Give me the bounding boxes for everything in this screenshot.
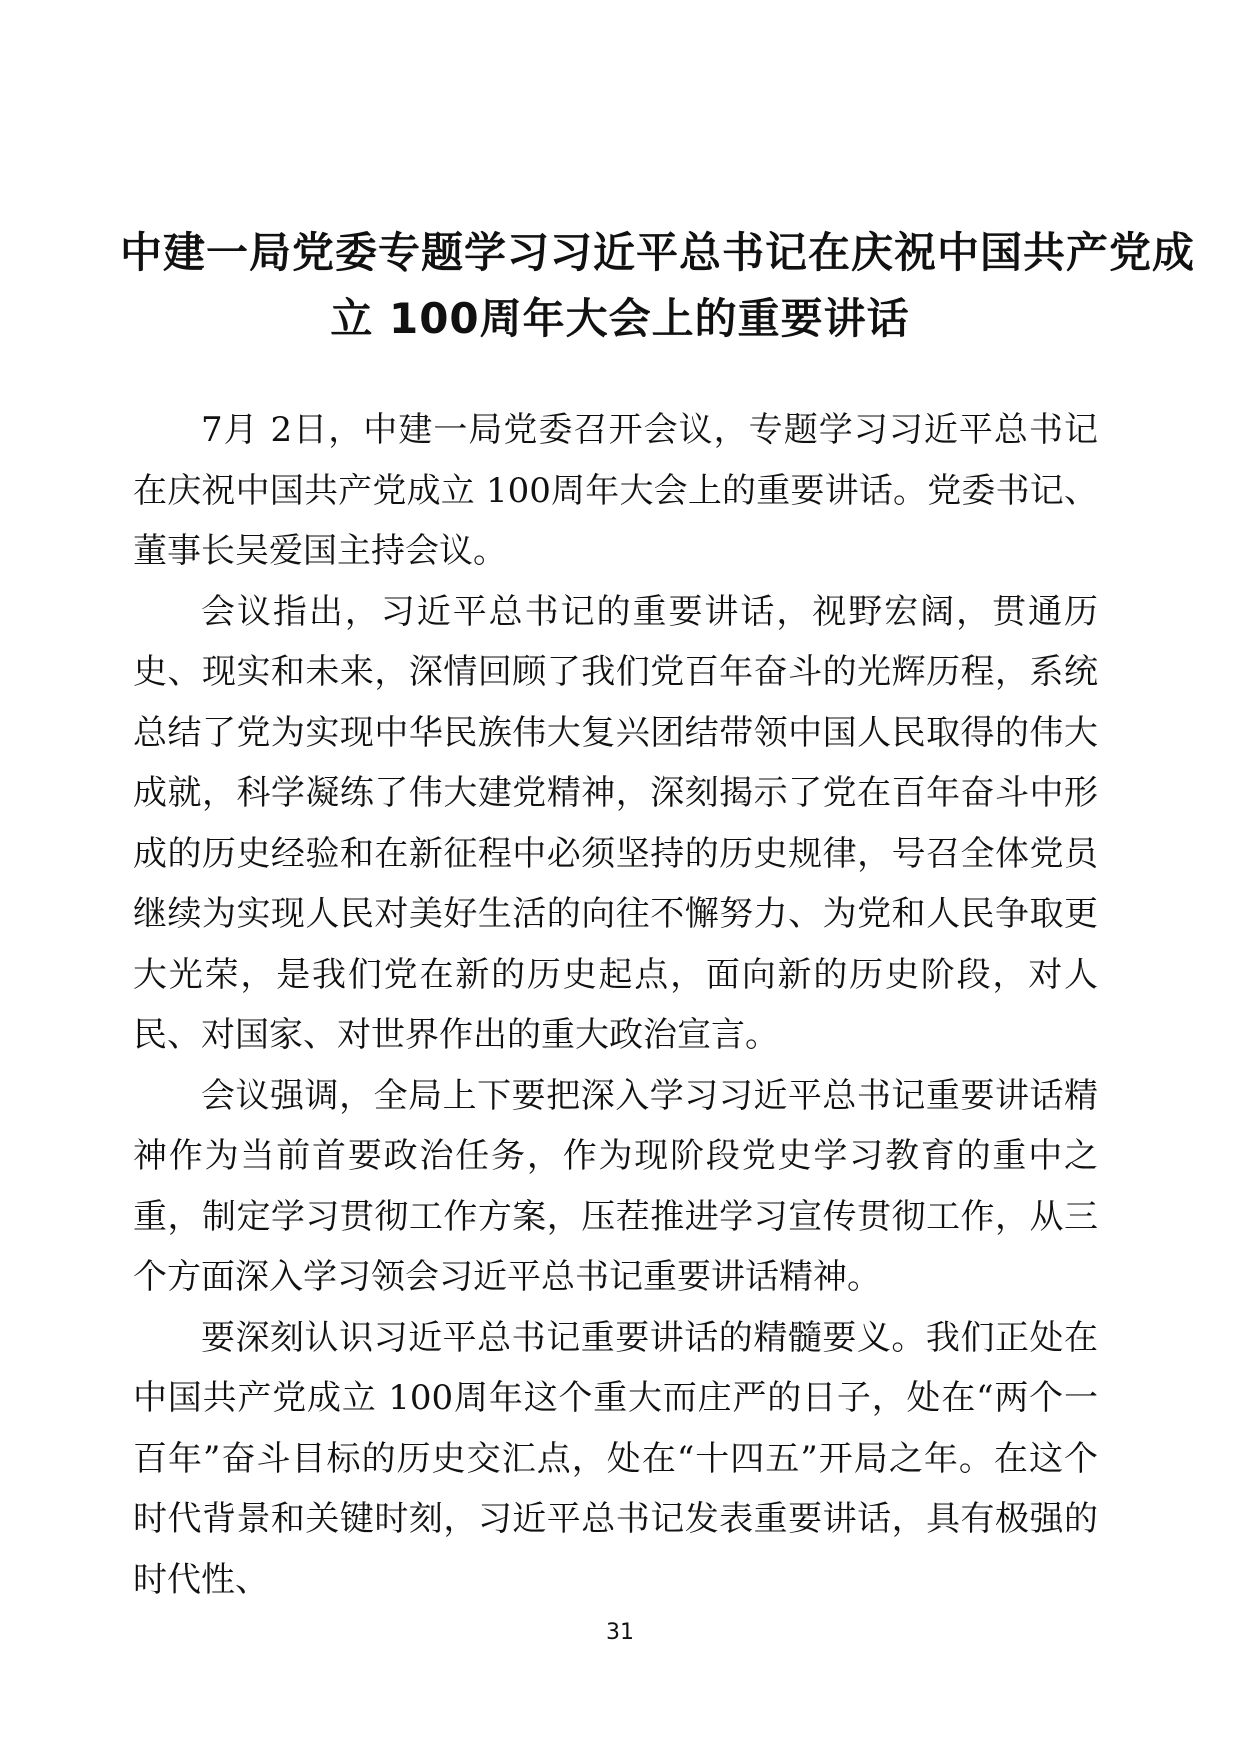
paragraph-2: 会议指出，习近平总书记的重要讲话，视野宏阔，贯通历史、现实和未来，深情回顾了我们党百年奋斗的光辉历程，系统总结了党为实现中华民族伟大复兴团结带领中国人民取得的伟大成就，科学凝练了伟大建党精神，深刻揭示了党在百年奋斗中形成的历史经验和在新征程中必须坚持的历史规律，号召全体党员继续为实现人民对美好生活的向往不懈努力、为党和人民争取更大光荣，是我们党在新的历史起点，面向新的历史阶段，对人民、对国家、对世界作出的重大政治宣言。: [133, 591, 1098, 1055]
document-title: [120, 220, 1196, 352]
title-line-2: 立 100周年大会上的重要讲话: [330, 294, 910, 343]
paragraph-3: 会议强调，全局上下要把深入学习习近平总书记重要讲话精神作为当前首要政治任务，作为现阶段党史学习教育的重中之重，制定学习贯彻工作方案，压茬推进学习宣传贯彻工作，从三个方面深入学习领会习近平总书记重要讲话精神。: [133, 1075, 1098, 1297]
paragraph-4: 要深刻认识习近平总书记重要讲话的精髓要义。我们正处在中国共产党成立 100周年这个重大而庄严的日子，处在“两个一百年”奋斗目标的历史交汇点，处在“十四五”开局之年。在这个时代背景和关键时刻，习近平总书记发表重要讲话，具有极强的时代性、: [133, 1317, 1098, 1600]
document-body: [133, 400, 1098, 1610]
paragraph-1: 7月 2日，中建一局党委召开会议，专题学习习近平总书记在庆祝中国共产党成立 100周年大会上的重要讲话。党委书记、董事长吴爱国主持会议。: [133, 410, 1098, 571]
page-number: 31: [606, 1620, 634, 1645]
title-line-1: 中建一局党委专题学习习近平总书记在庆祝中国共产党成: [120, 228, 1196, 277]
